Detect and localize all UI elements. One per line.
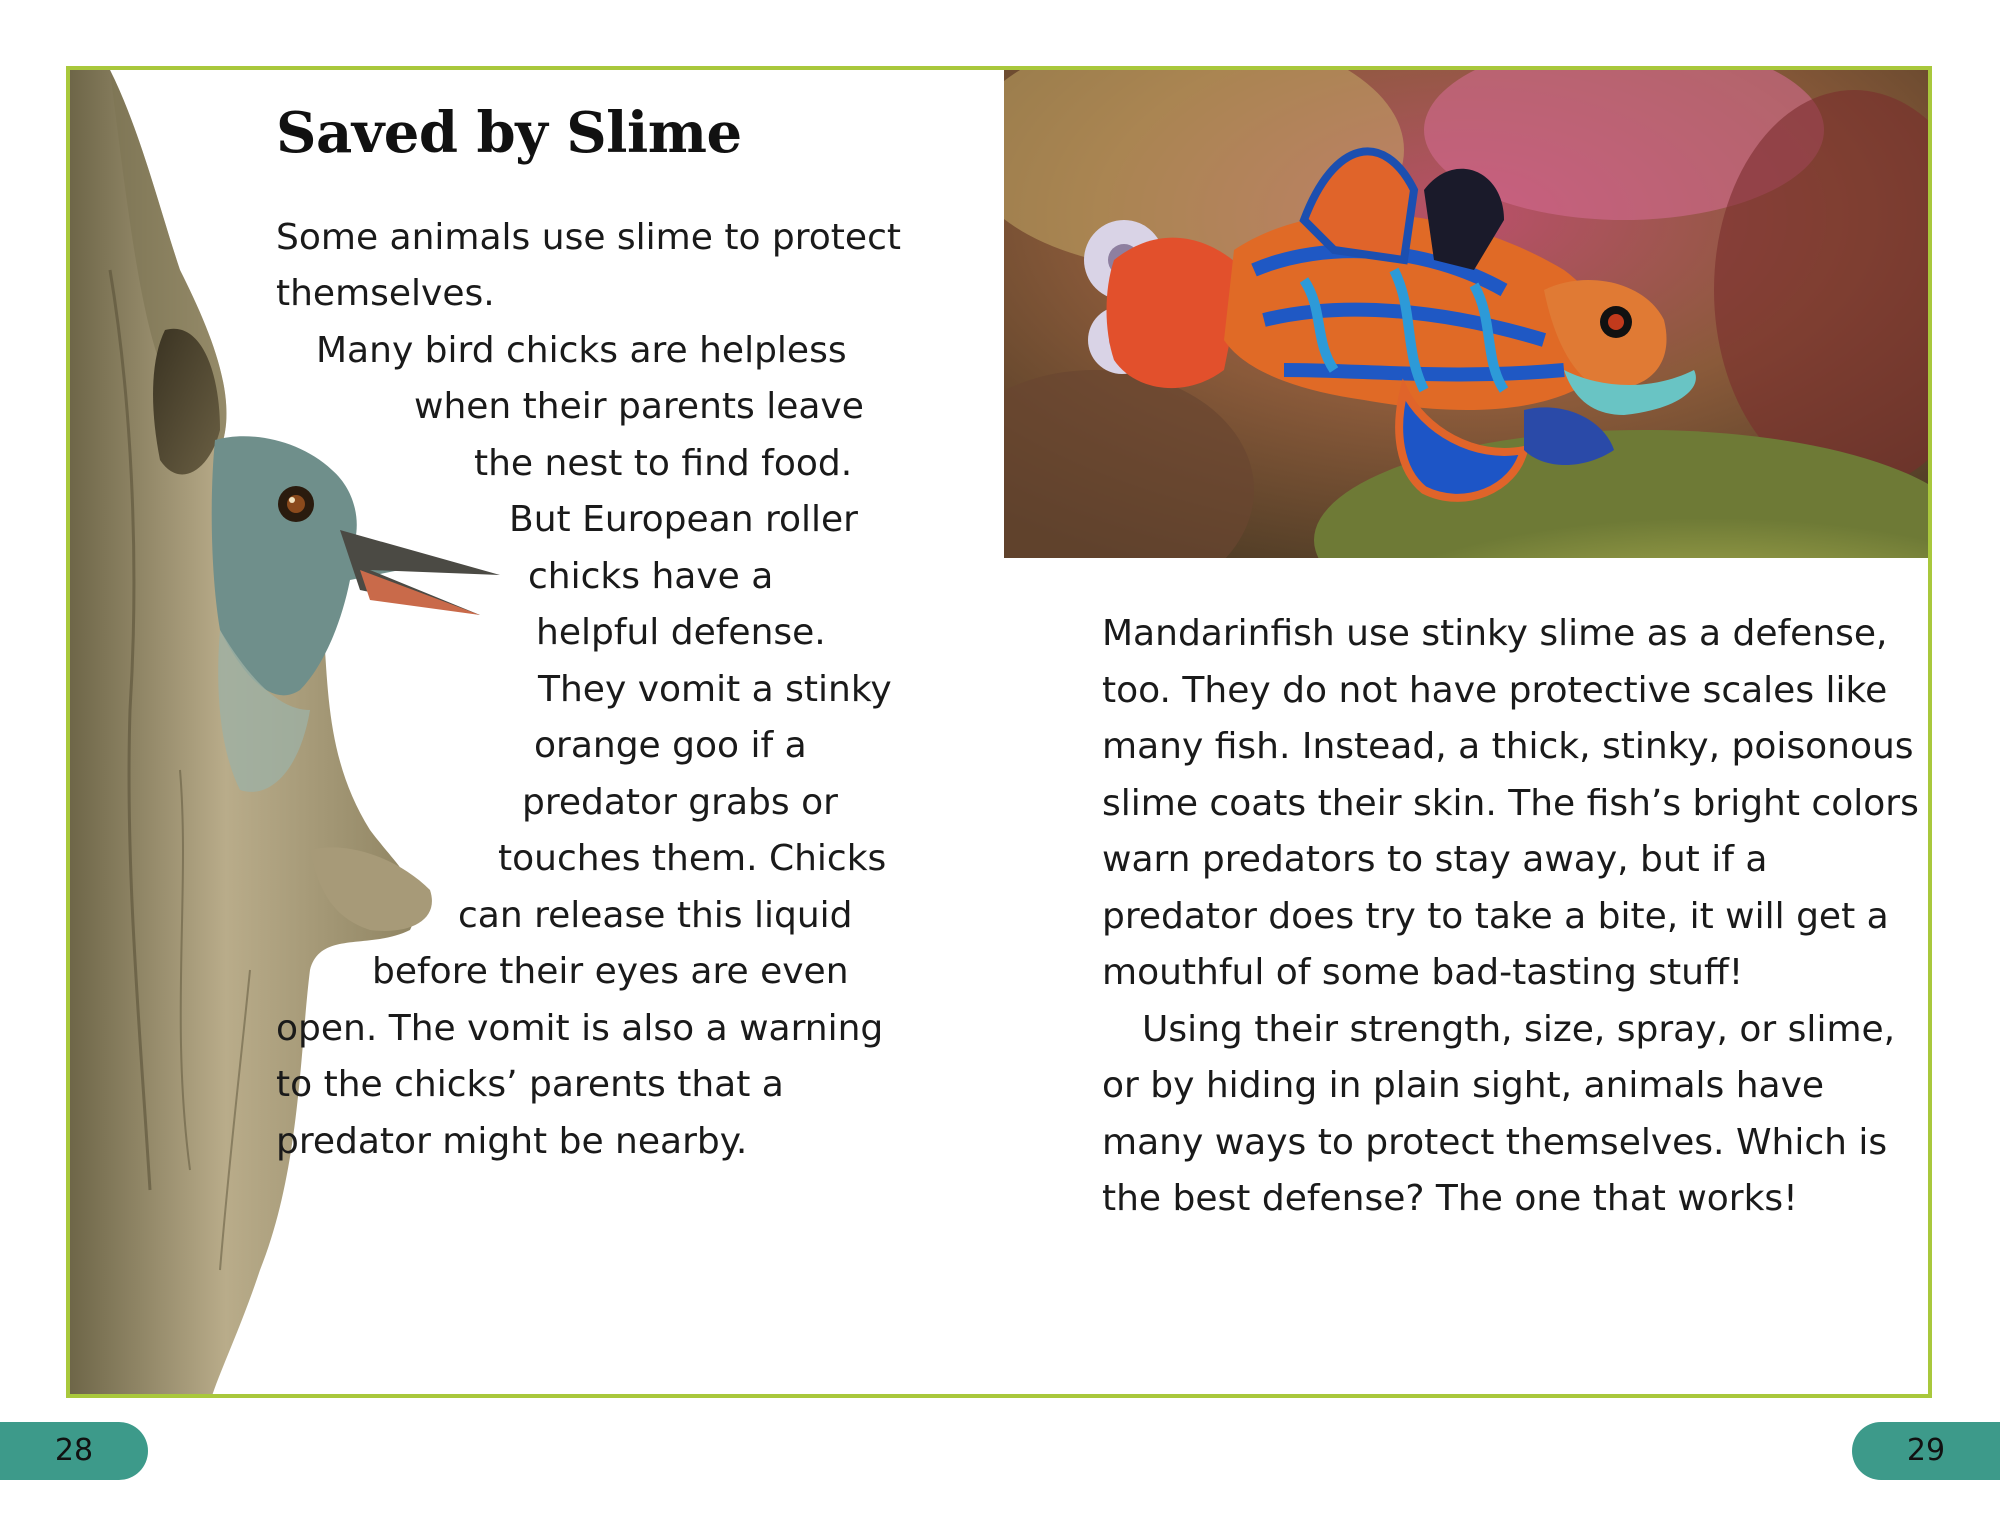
- text-line: Many bird chicks are helpless: [316, 330, 847, 371]
- paragraph: Mandarinfish use stinky slime as a defense, too. They do not have protective scales like many fish. Instead, a thick, stinky, poisonous slime coats their skin. The fish’s bright colors warn predators to stay away, but if a predator does try to take a bite, it will get a mouthful of some bad-tasting stuff!: [1102, 613, 1919, 993]
- right-body-text: [1102, 606, 1922, 1228]
- text-line: open. The vomit is also a warning: [276, 1008, 884, 1049]
- text-line: predator grabs or: [522, 782, 838, 823]
- text-line: before their eyes are even: [372, 951, 849, 992]
- text-line: touches them. Chicks: [498, 838, 887, 879]
- text-line: But European roller: [509, 499, 858, 540]
- text-line: can release this liquid: [458, 895, 853, 936]
- text-line: the nest to find food.: [474, 443, 853, 484]
- book-spread: [66, 66, 1932, 1398]
- text-line: chicks have a: [528, 556, 774, 597]
- page-number-left: 28: [0, 1422, 148, 1480]
- text-line: helpful defense.: [536, 612, 826, 653]
- page-number-right: 29: [1852, 1422, 2000, 1480]
- page-title: Saved by Slime: [276, 100, 742, 166]
- paragraph: Using their strength, size, spray, or slime, or by hiding in plain sight, animals have many ways to protect themselves. Which is the best defense? The one that works!: [1102, 1008, 1896, 1219]
- mandarinfish-photo: [1004, 70, 1932, 558]
- text-line: to the chicks’ parents that a: [276, 1064, 784, 1105]
- text-line: orange goo if a: [534, 725, 807, 766]
- text-line: predator might be nearby.: [276, 1121, 748, 1162]
- text-line: when their parents leave: [414, 386, 864, 427]
- text-line: themselves.: [276, 273, 495, 314]
- text-line: Some animals use slime to protect: [276, 217, 901, 258]
- text-line: They vomit a stinky: [538, 669, 892, 710]
